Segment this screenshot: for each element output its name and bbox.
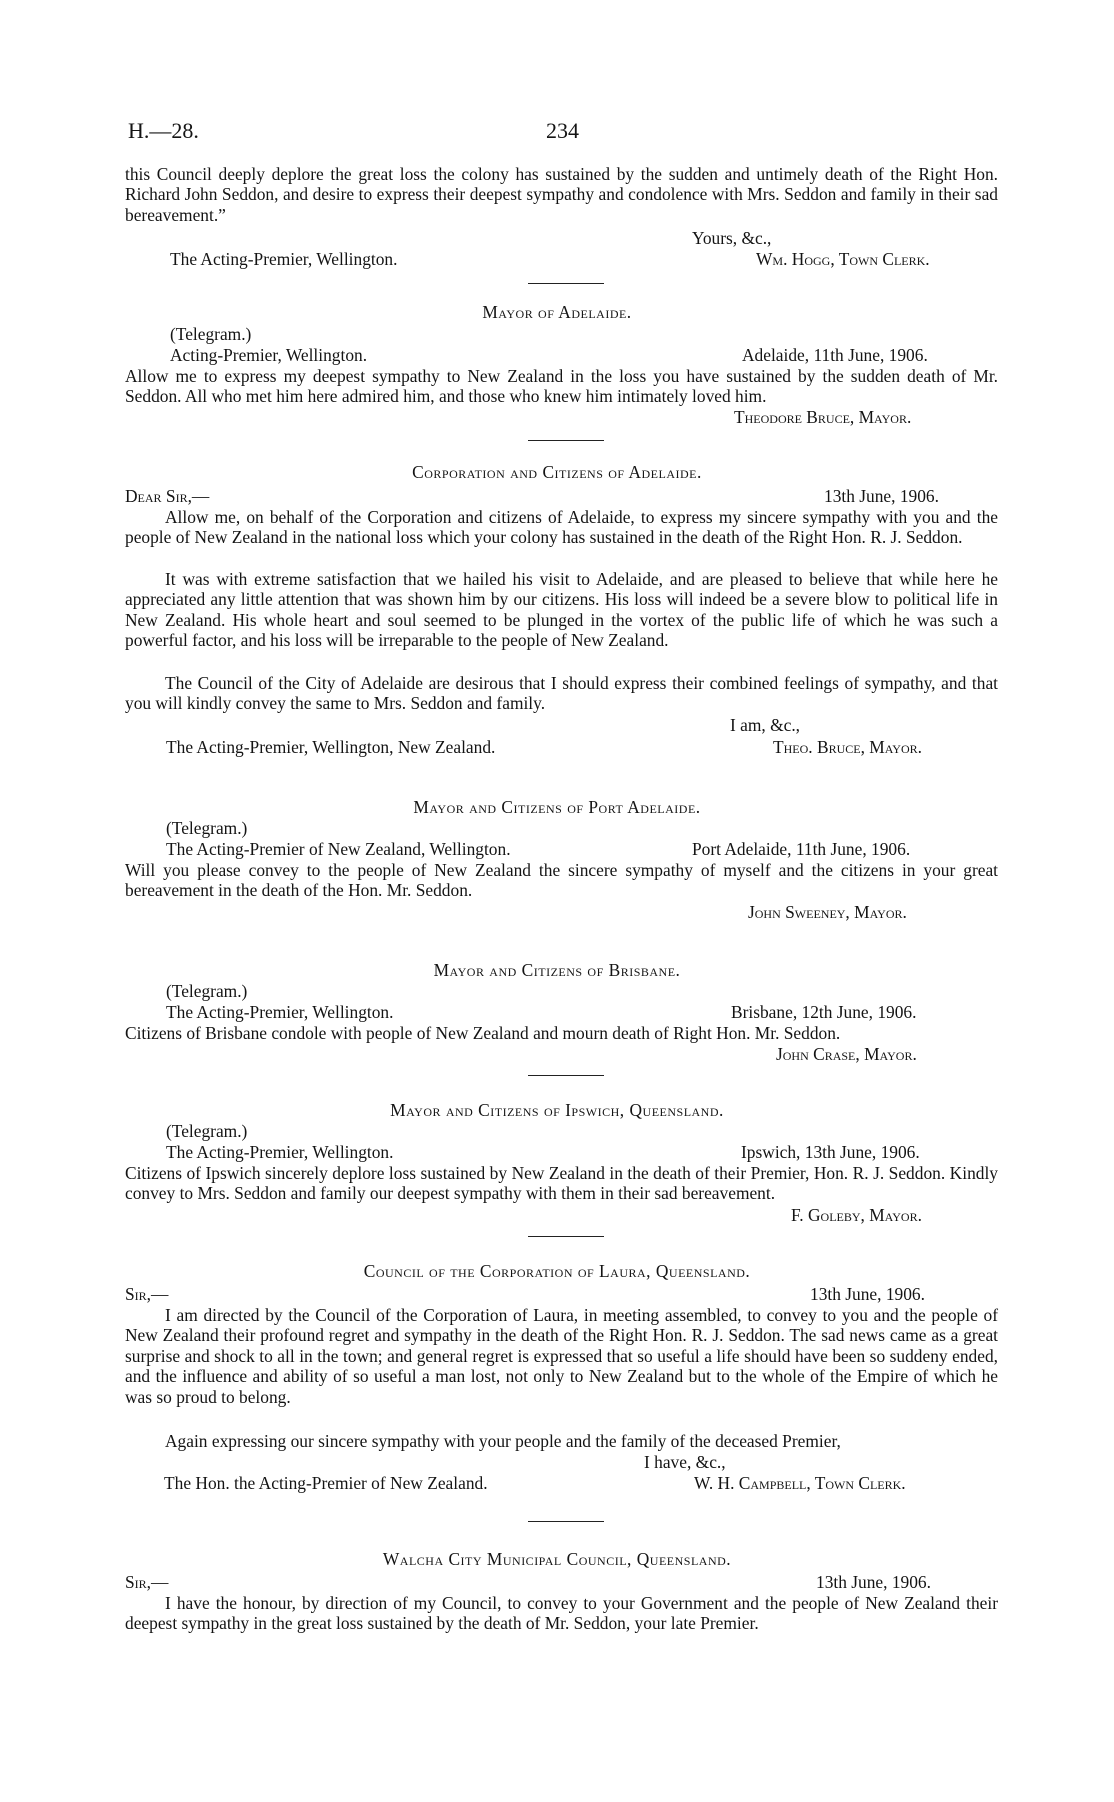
port-adelaide-signature: John Sweeney, Mayor.	[748, 902, 907, 922]
brisbane-body: Citizens of Brisbane condole with people of New Zealand and mourn death of Right Hon. Mr. Seddon.	[125, 1023, 841, 1043]
adelaide-corp-closing: I am, &c.,	[730, 715, 801, 735]
section-divider	[528, 283, 604, 284]
walcha-salutation: Sir,—	[125, 1572, 169, 1592]
laura-addressee: The Hon. the Acting-Premier of New Zealand.	[164, 1473, 488, 1493]
adelaide-corp-signature: Theo. Bruce, Mayor.	[773, 737, 922, 757]
adelaide-corp-date: 13th June, 1906.	[824, 486, 939, 506]
walcha-title: Walcha City Municipal Council, Queensland.	[382, 1549, 732, 1569]
ipswich-place-date: Ipswich, 13th June, 1906.	[741, 1142, 920, 1162]
adelaide-mayor-signature: Theodore Bruce, Mayor.	[734, 407, 912, 427]
ipswich-signature: F. Goleby, Mayor.	[791, 1205, 922, 1225]
hogg-body: this Council deeply deplore the great loss the colony has sustained by the sudden and untimely death of the Right Hon. Richard John Seddon, and desire to express their deepest sympathy and condolence with Mrs. Seddon and family in their sad bereavement.”	[125, 164, 998, 225]
laura-signature: W. H. Campbell, Town Clerk.	[694, 1473, 906, 1493]
port-adelaide-to: The Acting-Premier of New Zealand, Wellington.	[166, 839, 511, 859]
adelaide-mayor-place-date: Adelaide, 11th June, 1906.	[742, 345, 928, 365]
brisbane-place-date: Brisbane, 12th June, 1906.	[731, 1002, 917, 1022]
ipswich-type: (Telegram.)	[166, 1121, 248, 1141]
hogg-addressee: The Acting-Premier, Wellington.	[170, 249, 398, 269]
adelaide-mayor-title: Mayor of Adelaide.	[482, 302, 632, 322]
adelaide-corp-paragraph: It was with extreme satisfaction that we hailed his visit to Adelaide, and are pleased to believe that while here he appreciated any little attention that was shown him by our citizens. His loss will indeed be a severe blow to political life in New Zealand. His whole heart and soul seemed to be plunged in the vortex of the public life of which he was such a powerful factor, and his loss will be irreparable to the people of New Zealand.	[125, 569, 998, 651]
brisbane-signature: John Crase, Mayor.	[776, 1044, 917, 1064]
adelaide-mayor-to: Acting-Premier, Wellington.	[170, 345, 368, 365]
page-number: 234	[546, 118, 579, 143]
port-adelaide-title: Mayor and Citizens of Port Adelaide.	[413, 797, 701, 817]
brisbane-type: (Telegram.)	[166, 981, 248, 1001]
adelaide-mayor-type: (Telegram.)	[170, 324, 252, 344]
section-divider	[528, 1075, 604, 1076]
brisbane-to: The Acting-Premier, Wellington.	[166, 1002, 394, 1022]
brisbane-title: Mayor and Citizens of Brisbane.	[433, 960, 681, 980]
hogg-signature: Wm. Hogg, Town Clerk.	[756, 249, 930, 269]
adelaide-corp-paragraph: The Council of the City of Adelaide are desirous that I should express their combined feelings of sympathy, and that you will kindly convey the same to Mrs. Seddon and family.	[125, 673, 998, 714]
port-adelaide-type: (Telegram.)	[166, 818, 248, 838]
adelaide-corp-salutation: Dear Sir,—	[125, 486, 210, 506]
adelaide-corp-title: Corporation and Citizens of Adelaide.	[412, 462, 702, 482]
port-adelaide-place-date: Port Adelaide, 11th June, 1906.	[692, 839, 911, 859]
laura-date: 13th June, 1906.	[810, 1284, 925, 1304]
laura-closing: I have, &c.,	[644, 1452, 726, 1472]
laura-salutation: Sir,—	[125, 1284, 169, 1304]
section-divider	[528, 1521, 604, 1522]
walcha-date: 13th June, 1906.	[816, 1572, 931, 1592]
walcha-body: I have the honour, by direction of my Council, to convey to your Government and the people of New Zealand their deepest sympathy in the great loss sustained by the death of Mr. Seddon, your late Premier.	[125, 1593, 998, 1634]
adelaide-corp-paragraph: Allow me, on behalf of the Corporation and citizens of Adelaide, to express my sincere sympathy with you and the people of New Zealand in the national loss which your colony has sustained in the death of the Right Hon. R. J. Seddon.	[125, 507, 998, 548]
laura-paragraph: Again expressing our sincere sympathy with your people and the family of the deceased Premier,	[165, 1431, 841, 1451]
hogg-closing: Yours, &c.,	[692, 228, 772, 248]
ipswich-title: Mayor and Citizens of Ipswich, Queensland.	[390, 1100, 724, 1120]
ipswich-body: Citizens of Ipswich sincerely deplore loss sustained by New Zealand in the death of their Premier, Hon. R. J. Seddon. Kindly convey to Mrs. Seddon and family our deepest sympathy with them in their sad bereavement.	[125, 1163, 998, 1204]
section-divider	[528, 1236, 604, 1237]
document-reference: H.—28.	[128, 118, 199, 143]
ipswich-to: The Acting-Premier, Wellington.	[166, 1142, 394, 1162]
port-adelaide-body: Will you please convey to the people of New Zealand the sincere sympathy of myself and the citizens in your great bereavement in the death of the Hon. Mr. Seddon.	[125, 860, 998, 901]
laura-title: Council of the Corporation of Laura, Queensland.	[363, 1261, 751, 1281]
adelaide-corp-addressee: The Acting-Premier, Wellington, New Zealand.	[166, 737, 496, 757]
laura-paragraph: I am directed by the Council of the Corporation of Laura, in meeting assembled, to convey to you and the people of New Zealand their profound regret and sympathy in the death of the Right Hon. R. J. Seddon. The sad news came as a great surprise and shock to all in the town; and general regret is expressed that so useful a life should have been so suddeny ended, and the influence and ability of so useful a man lost, not only to New Zealand but to the whole of the Empire of which he was so proud to belong.	[125, 1305, 998, 1407]
adelaide-mayor-body: Allow me to express my deepest sympathy to New Zealand in the loss you have sustained by the sudden death of Mr. Seddon. All who met him here admired him, and those who knew him intimately loved him.	[125, 366, 998, 407]
section-divider	[528, 440, 604, 441]
